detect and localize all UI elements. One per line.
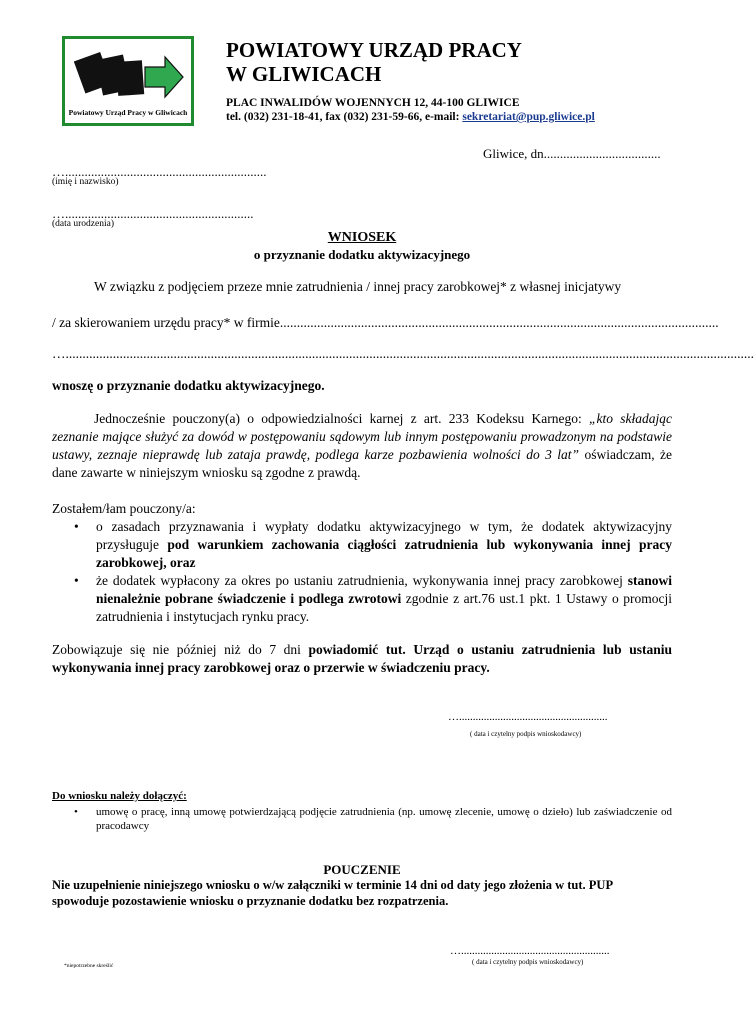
signature-field-1[interactable]: …......................................................	[448, 711, 608, 723]
office-title	[226, 38, 522, 86]
email-link[interactable]: sekretariat@pup.gliwice.pl	[462, 111, 595, 123]
office-address	[226, 96, 595, 124]
request-statement: wnoszę o przyznanie dodatku aktywizacyjnego.	[52, 378, 325, 393]
instruction-2-text: że dodatek wypłacony za okres po ustaniu zatrudnienia, wykonywania innej pracy zarobkowej	[96, 573, 628, 588]
employment-line-1: W związku z podjęciem przeze mnie zatrudnienia / innej pracy zarobkowej* z własnej inicjatywy	[94, 279, 622, 294]
address-line: PLAC INWALIDÓW WOJENNYCH 12, 44-100 GLIWICE	[226, 97, 520, 109]
logo-caption: Powiatowy Urząd Pracy w Gliwicach	[68, 108, 188, 117]
instruction-item-refund	[52, 572, 672, 626]
instruction-1-bold: pod warunkiem zachowania ciągłości zatrudnienia lub wykonywania innej pracy zarobkowej, oraz	[96, 537, 672, 570]
attachment-item: • umowę o pracę, inną umowę potwierdzającą podjęcie zatrudnienia (np. umowę zlecenie, umowę o dzieło) lub zaświadczenie od pracodawcy	[52, 805, 672, 833]
contact-line	[226, 110, 595, 124]
signature-label-1: ( data i czytelny podpis wnioskodawcy)	[470, 730, 582, 738]
office-title-line2: W GLIWICACH	[226, 62, 382, 86]
signature-field-2[interactable]: …......................................................	[450, 945, 610, 957]
document-title: WNIOSEK	[327, 230, 397, 245]
notice-title: POUCZENIE	[323, 862, 401, 877]
name-field[interactable]: …..............................................................	[52, 164, 267, 179]
office-title-line1: POWIATOWY URZĄD PRACY	[226, 38, 522, 62]
instruction-item-continuity	[52, 518, 672, 572]
instructions-list	[52, 518, 672, 626]
attachments-list	[52, 805, 672, 833]
document-subtitle: o przyznanie dodatku aktywizacyjnego	[253, 247, 471, 262]
liability-declaration: oświadczam, że dane zawarte w niniejszym wniosku są zgodne z prawdą.	[52, 447, 672, 480]
footnote: *niepotrzebne skreślić	[64, 963, 114, 969]
dob-field[interactable]: …..........................................................	[52, 206, 254, 221]
attachments-heading: Do wniosku należy dołączyć:	[52, 790, 187, 802]
signature-label-2: ( data i czytelny podpis wnioskodawcy)	[472, 958, 584, 966]
instructions-intro: Zostałem/łam pouczony/a:	[52, 501, 196, 516]
name-label: (imię i nazwisko)	[52, 177, 119, 187]
pup-logo	[62, 36, 194, 126]
instruction-2-tail: zgodnie z art.76 ust.1 pkt. 1 Ustawy o promocji zatrudnienia i instytucjach rynku pracy.	[96, 591, 672, 624]
liability-intro: Jednocześnie pouczony(a) o odpowiedzialności karnej z art. 233 Kodeksu Karnego:	[94, 411, 589, 426]
notice-text: Nie uzupełnienie niniejszego wniosku o w/w załączniki w terminie 14 dni od daty jego złożenia w tut. PUP spowoduje pozostawienie wniosku o przyznanie dodatku bez rozpatrzenia.	[52, 878, 613, 908]
obligation-bold: powiadomić tut. Urząd o ustaniu zatrudnienia lub ustaniu wykonywania innej pracy zarobkowej oraz o przerwie w świadczeniu pracy.	[52, 642, 672, 675]
company-field[interactable]: / za skierowaniem urzędu pracy* w firmie..................................................................................................................................	[52, 315, 719, 330]
obligation-intro: Zobowiązuje się nie później niż do 7 dni	[52, 642, 309, 657]
dob-label: (data urodzenia)	[52, 219, 114, 229]
company-field-continued[interactable]: …............................................................................................................................................................................................................	[52, 346, 754, 361]
logo-cards-arrow-icon	[65, 43, 191, 109]
criminal-liability-statement	[52, 410, 672, 482]
instruction-1-text: o zasadach przyznawania i wypłaty dodatku aktywizacyjnego w tym, że dodatek aktywizacyjny przysługuje	[96, 519, 672, 552]
instructions-block	[52, 500, 672, 626]
penal-code-quote: „kto składając zeznanie mające służyć za dowód w postępowaniu sądowym lub innym postępowaniu prowadzonym na podstawie ustawy, zeznaje nieprawdę lub zataja prawdę, podlega karze pozbawienia wolności do 3 lat”	[52, 411, 672, 462]
city-date-field[interactable]: Gliwice, dn....................................	[483, 146, 661, 161]
notification-obligation	[52, 641, 672, 677]
contact-phone-fax: tel. (032) 231-18-41, fax (032) 231-59-66, e-mail:	[226, 111, 463, 123]
instruction-2-bold: stanowi nienależnie pobrane świadczenie i podlega zwrotowi	[96, 573, 672, 606]
